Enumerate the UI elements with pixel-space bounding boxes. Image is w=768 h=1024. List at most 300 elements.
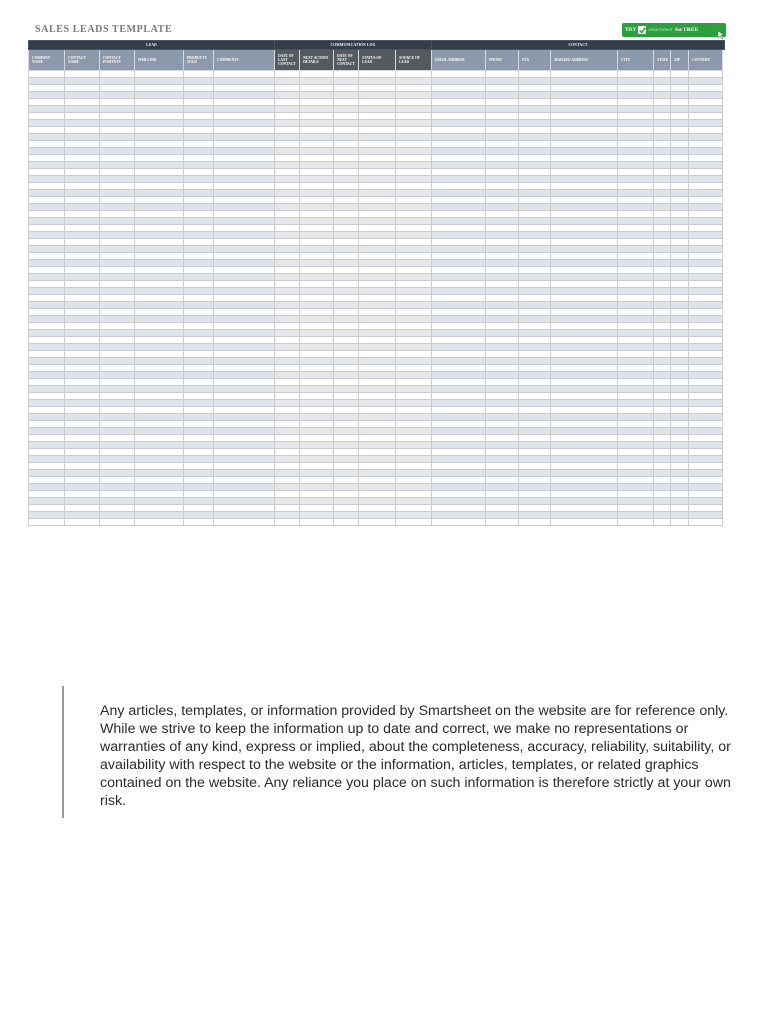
table-cell[interactable]	[334, 134, 359, 141]
table-cell[interactable]	[29, 505, 65, 512]
table-cell[interactable]	[300, 365, 334, 372]
table-cell[interactable]	[551, 477, 618, 484]
table-cell[interactable]	[671, 218, 689, 225]
table-cell[interactable]	[396, 302, 432, 309]
table-cell[interactable]	[689, 463, 723, 470]
table-cell[interactable]	[300, 246, 334, 253]
table-cell[interactable]	[689, 449, 723, 456]
table-cell[interactable]	[359, 190, 396, 197]
table-cell[interactable]	[184, 484, 214, 491]
table-cell[interactable]	[214, 127, 275, 134]
table-cell[interactable]	[65, 113, 100, 120]
table-cell[interactable]	[300, 120, 334, 127]
table-cell[interactable]	[29, 225, 65, 232]
table-cell[interactable]	[654, 176, 671, 183]
table-cell[interactable]	[396, 477, 432, 484]
table-cell[interactable]	[654, 190, 671, 197]
table-cell[interactable]	[432, 127, 486, 134]
table-cell[interactable]	[214, 211, 275, 218]
table-cell[interactable]	[65, 260, 100, 267]
table-cell[interactable]	[654, 274, 671, 281]
table-cell[interactable]	[214, 470, 275, 477]
table-cell[interactable]	[689, 225, 723, 232]
table-cell[interactable]	[334, 155, 359, 162]
table-cell[interactable]	[184, 358, 214, 365]
table-cell[interactable]	[486, 92, 519, 99]
table-cell[interactable]	[359, 253, 396, 260]
table-cell[interactable]	[432, 176, 486, 183]
table-cell[interactable]	[671, 456, 689, 463]
table-cell[interactable]	[551, 141, 618, 148]
table-cell[interactable]	[432, 246, 486, 253]
table-cell[interactable]	[519, 379, 551, 386]
table-cell[interactable]	[214, 358, 275, 365]
table-cell[interactable]	[486, 316, 519, 323]
table-cell[interactable]	[100, 141, 135, 148]
table-cell[interactable]	[432, 477, 486, 484]
table-cell[interactable]	[689, 519, 723, 526]
table-cell[interactable]	[334, 211, 359, 218]
table-cell[interactable]	[65, 204, 100, 211]
table-cell[interactable]	[486, 253, 519, 260]
table-cell[interactable]	[359, 386, 396, 393]
table-cell[interactable]	[654, 449, 671, 456]
table-cell[interactable]	[135, 323, 184, 330]
table-cell[interactable]	[29, 288, 65, 295]
table-cell[interactable]	[135, 470, 184, 477]
table-cell[interactable]	[654, 232, 671, 239]
table-cell[interactable]	[654, 463, 671, 470]
table-cell[interactable]	[359, 134, 396, 141]
table-cell[interactable]	[300, 463, 334, 470]
table-cell[interactable]	[689, 316, 723, 323]
table-cell[interactable]	[486, 127, 519, 134]
table-cell[interactable]	[486, 463, 519, 470]
table-cell[interactable]	[359, 183, 396, 190]
table-cell[interactable]	[618, 505, 654, 512]
table-cell[interactable]	[29, 190, 65, 197]
table-cell[interactable]	[519, 323, 551, 330]
table-cell[interactable]	[29, 113, 65, 120]
table-cell[interactable]	[184, 309, 214, 316]
table-cell[interactable]	[29, 78, 65, 85]
table-cell[interactable]	[396, 120, 432, 127]
table-cell[interactable]	[654, 470, 671, 477]
table-cell[interactable]	[486, 197, 519, 204]
table-cell[interactable]	[29, 484, 65, 491]
table-cell[interactable]	[184, 148, 214, 155]
table-cell[interactable]	[671, 281, 689, 288]
table-cell[interactable]	[689, 246, 723, 253]
table-cell[interactable]	[29, 351, 65, 358]
table-cell[interactable]	[519, 477, 551, 484]
table-cell[interactable]	[432, 330, 486, 337]
table-cell[interactable]	[519, 295, 551, 302]
table-cell[interactable]	[275, 92, 300, 99]
table-cell[interactable]	[618, 414, 654, 421]
table-cell[interactable]	[618, 169, 654, 176]
table-cell[interactable]	[300, 393, 334, 400]
table-cell[interactable]	[334, 372, 359, 379]
table-cell[interactable]	[654, 155, 671, 162]
table-cell[interactable]	[300, 267, 334, 274]
table-cell[interactable]	[396, 99, 432, 106]
table-cell[interactable]	[275, 491, 300, 498]
table-cell[interactable]	[300, 225, 334, 232]
table-cell[interactable]	[689, 260, 723, 267]
table-cell[interactable]	[359, 148, 396, 155]
table-cell[interactable]	[396, 449, 432, 456]
table-cell[interactable]	[29, 99, 65, 106]
table-cell[interactable]	[65, 421, 100, 428]
table-cell[interactable]	[135, 127, 184, 134]
table-cell[interactable]	[396, 400, 432, 407]
table-cell[interactable]	[671, 162, 689, 169]
table-cell[interactable]	[135, 281, 184, 288]
table-cell[interactable]	[618, 204, 654, 211]
table-cell[interactable]	[100, 512, 135, 519]
table-cell[interactable]	[214, 225, 275, 232]
table-cell[interactable]	[432, 358, 486, 365]
table-cell[interactable]	[300, 456, 334, 463]
table-cell[interactable]	[519, 183, 551, 190]
table-cell[interactable]	[618, 155, 654, 162]
table-cell[interactable]	[396, 316, 432, 323]
table-cell[interactable]	[396, 337, 432, 344]
table-cell[interactable]	[184, 435, 214, 442]
table-cell[interactable]	[551, 281, 618, 288]
table-cell[interactable]	[618, 267, 654, 274]
table-cell[interactable]	[432, 407, 486, 414]
table-cell[interactable]	[300, 309, 334, 316]
table-cell[interactable]	[359, 442, 396, 449]
table-cell[interactable]	[184, 428, 214, 435]
table-cell[interactable]	[135, 330, 184, 337]
table-cell[interactable]	[519, 281, 551, 288]
table-cell[interactable]	[184, 78, 214, 85]
table-cell[interactable]	[432, 421, 486, 428]
table-cell[interactable]	[551, 197, 618, 204]
table-cell[interactable]	[214, 386, 275, 393]
table-cell[interactable]	[214, 288, 275, 295]
table-cell[interactable]	[300, 379, 334, 386]
table-cell[interactable]	[359, 204, 396, 211]
table-cell[interactable]	[654, 358, 671, 365]
table-cell[interactable]	[300, 358, 334, 365]
table-cell[interactable]	[29, 239, 65, 246]
table-cell[interactable]	[396, 295, 432, 302]
table-cell[interactable]	[486, 484, 519, 491]
table-cell[interactable]	[671, 470, 689, 477]
table-cell[interactable]	[359, 106, 396, 113]
table-cell[interactable]	[396, 435, 432, 442]
table-cell[interactable]	[100, 169, 135, 176]
table-cell[interactable]	[654, 400, 671, 407]
table-cell[interactable]	[65, 232, 100, 239]
table-cell[interactable]	[359, 344, 396, 351]
table-cell[interactable]	[214, 253, 275, 260]
table-cell[interactable]	[618, 519, 654, 526]
table-cell[interactable]	[300, 288, 334, 295]
table-cell[interactable]	[359, 260, 396, 267]
table-cell[interactable]	[689, 127, 723, 134]
table-cell[interactable]	[135, 120, 184, 127]
table-cell[interactable]	[135, 162, 184, 169]
table-cell[interactable]	[184, 463, 214, 470]
table-cell[interactable]	[654, 288, 671, 295]
table-cell[interactable]	[551, 386, 618, 393]
table-cell[interactable]	[65, 162, 100, 169]
table-cell[interactable]	[396, 484, 432, 491]
table-cell[interactable]	[519, 141, 551, 148]
table-cell[interactable]	[214, 232, 275, 239]
table-cell[interactable]	[551, 78, 618, 85]
table-cell[interactable]	[100, 218, 135, 225]
table-cell[interactable]	[214, 190, 275, 197]
table-cell[interactable]	[359, 155, 396, 162]
table-cell[interactable]	[65, 470, 100, 477]
table-cell[interactable]	[689, 141, 723, 148]
table-cell[interactable]	[654, 330, 671, 337]
table-cell[interactable]	[654, 267, 671, 274]
table-cell[interactable]	[654, 428, 671, 435]
table-cell[interactable]	[214, 78, 275, 85]
table-cell[interactable]	[275, 274, 300, 281]
table-cell[interactable]	[100, 344, 135, 351]
table-cell[interactable]	[214, 351, 275, 358]
table-cell[interactable]	[65, 71, 100, 78]
table-cell[interactable]	[29, 323, 65, 330]
table-cell[interactable]	[432, 463, 486, 470]
table-cell[interactable]	[100, 358, 135, 365]
table-cell[interactable]	[618, 134, 654, 141]
table-cell[interactable]	[486, 281, 519, 288]
table-cell[interactable]	[689, 106, 723, 113]
table-cell[interactable]	[184, 281, 214, 288]
table-cell[interactable]	[486, 288, 519, 295]
table-cell[interactable]	[135, 253, 184, 260]
table-cell[interactable]	[334, 197, 359, 204]
table-cell[interactable]	[519, 162, 551, 169]
table-cell[interactable]	[359, 127, 396, 134]
table-cell[interactable]	[671, 232, 689, 239]
table-cell[interactable]	[214, 295, 275, 302]
table-cell[interactable]	[519, 393, 551, 400]
table-cell[interactable]	[184, 498, 214, 505]
table-cell[interactable]	[334, 162, 359, 169]
table-cell[interactable]	[396, 498, 432, 505]
table-cell[interactable]	[65, 120, 100, 127]
table-cell[interactable]	[100, 225, 135, 232]
table-cell[interactable]	[184, 512, 214, 519]
table-cell[interactable]	[618, 295, 654, 302]
table-cell[interactable]	[486, 260, 519, 267]
table-cell[interactable]	[100, 232, 135, 239]
table-cell[interactable]	[671, 505, 689, 512]
table-cell[interactable]	[275, 484, 300, 491]
table-cell[interactable]	[689, 358, 723, 365]
table-cell[interactable]	[359, 470, 396, 477]
table-cell[interactable]	[29, 169, 65, 176]
table-cell[interactable]	[654, 456, 671, 463]
table-cell[interactable]	[334, 477, 359, 484]
table-cell[interactable]	[618, 463, 654, 470]
table-cell[interactable]	[486, 393, 519, 400]
table-cell[interactable]	[654, 71, 671, 78]
table-cell[interactable]	[618, 281, 654, 288]
table-cell[interactable]	[29, 281, 65, 288]
table-cell[interactable]	[214, 421, 275, 428]
table-cell[interactable]	[486, 267, 519, 274]
table-cell[interactable]	[486, 162, 519, 169]
table-cell[interactable]	[135, 134, 184, 141]
table-cell[interactable]	[396, 288, 432, 295]
table-cell[interactable]	[214, 141, 275, 148]
table-cell[interactable]	[65, 176, 100, 183]
table-cell[interactable]	[432, 288, 486, 295]
table-cell[interactable]	[300, 218, 334, 225]
table-cell[interactable]	[300, 337, 334, 344]
table-cell[interactable]	[135, 190, 184, 197]
table-cell[interactable]	[671, 358, 689, 365]
table-cell[interactable]	[100, 162, 135, 169]
table-cell[interactable]	[275, 407, 300, 414]
table-cell[interactable]	[184, 162, 214, 169]
table-cell[interactable]	[29, 253, 65, 260]
table-cell[interactable]	[671, 141, 689, 148]
table-cell[interactable]	[519, 253, 551, 260]
table-cell[interactable]	[184, 449, 214, 456]
table-cell[interactable]	[65, 218, 100, 225]
table-cell[interactable]	[689, 498, 723, 505]
table-cell[interactable]	[654, 323, 671, 330]
table-cell[interactable]	[100, 351, 135, 358]
table-cell[interactable]	[214, 491, 275, 498]
table-cell[interactable]	[671, 519, 689, 526]
table-cell[interactable]	[486, 428, 519, 435]
table-cell[interactable]	[551, 260, 618, 267]
table-cell[interactable]	[432, 309, 486, 316]
table-cell[interactable]	[214, 260, 275, 267]
table-cell[interactable]	[184, 120, 214, 127]
table-cell[interactable]	[275, 78, 300, 85]
table-cell[interactable]	[300, 477, 334, 484]
table-cell[interactable]	[275, 512, 300, 519]
table-cell[interactable]	[654, 127, 671, 134]
table-cell[interactable]	[275, 239, 300, 246]
table-cell[interactable]	[671, 155, 689, 162]
table-cell[interactable]	[214, 246, 275, 253]
table-cell[interactable]	[689, 190, 723, 197]
table-cell[interactable]	[432, 505, 486, 512]
table-cell[interactable]	[300, 253, 334, 260]
table-cell[interactable]	[551, 190, 618, 197]
table-cell[interactable]	[65, 78, 100, 85]
table-cell[interactable]	[275, 106, 300, 113]
table-cell[interactable]	[671, 323, 689, 330]
table-cell[interactable]	[359, 99, 396, 106]
table-cell[interactable]	[618, 470, 654, 477]
table-cell[interactable]	[671, 414, 689, 421]
table-cell[interactable]	[135, 204, 184, 211]
table-cell[interactable]	[300, 491, 334, 498]
table-cell[interactable]	[214, 281, 275, 288]
table-cell[interactable]	[519, 337, 551, 344]
table-cell[interactable]	[432, 211, 486, 218]
table-cell[interactable]	[654, 519, 671, 526]
table-cell[interactable]	[65, 134, 100, 141]
table-cell[interactable]	[654, 505, 671, 512]
table-cell[interactable]	[654, 498, 671, 505]
table-cell[interactable]	[65, 519, 100, 526]
table-cell[interactable]	[334, 407, 359, 414]
table-cell[interactable]	[65, 106, 100, 113]
table-cell[interactable]	[65, 365, 100, 372]
table-cell[interactable]	[551, 113, 618, 120]
table-cell[interactable]	[654, 253, 671, 260]
table-cell[interactable]	[486, 498, 519, 505]
table-cell[interactable]	[359, 512, 396, 519]
table-cell[interactable]	[654, 442, 671, 449]
table-cell[interactable]	[65, 302, 100, 309]
table-cell[interactable]	[551, 183, 618, 190]
table-cell[interactable]	[334, 274, 359, 281]
table-cell[interactable]	[432, 323, 486, 330]
table-cell[interactable]	[100, 120, 135, 127]
table-cell[interactable]	[359, 309, 396, 316]
table-cell[interactable]	[551, 456, 618, 463]
table-cell[interactable]	[214, 505, 275, 512]
table-cell[interactable]	[214, 162, 275, 169]
table-cell[interactable]	[551, 337, 618, 344]
table-cell[interactable]	[519, 176, 551, 183]
table-cell[interactable]	[275, 281, 300, 288]
table-cell[interactable]	[519, 351, 551, 358]
table-cell[interactable]	[432, 393, 486, 400]
table-cell[interactable]	[29, 211, 65, 218]
table-cell[interactable]	[396, 134, 432, 141]
table-cell[interactable]	[689, 99, 723, 106]
table-cell[interactable]	[551, 211, 618, 218]
table-cell[interactable]	[359, 428, 396, 435]
table-cell[interactable]	[432, 400, 486, 407]
table-cell[interactable]	[671, 386, 689, 393]
table-cell[interactable]	[65, 267, 100, 274]
table-cell[interactable]	[300, 344, 334, 351]
table-cell[interactable]	[359, 141, 396, 148]
table-cell[interactable]	[135, 218, 184, 225]
table-cell[interactable]	[29, 463, 65, 470]
table-cell[interactable]	[214, 400, 275, 407]
table-cell[interactable]	[519, 386, 551, 393]
table-cell[interactable]	[65, 253, 100, 260]
table-cell[interactable]	[214, 176, 275, 183]
table-cell[interactable]	[275, 253, 300, 260]
table-cell[interactable]	[135, 512, 184, 519]
table-cell[interactable]	[486, 183, 519, 190]
table-cell[interactable]	[551, 393, 618, 400]
table-cell[interactable]	[551, 365, 618, 372]
table-cell[interactable]	[618, 344, 654, 351]
table-cell[interactable]	[334, 365, 359, 372]
table-cell[interactable]	[689, 155, 723, 162]
table-cell[interactable]	[689, 428, 723, 435]
table-cell[interactable]	[654, 372, 671, 379]
table-cell[interactable]	[654, 260, 671, 267]
table-cell[interactable]	[359, 162, 396, 169]
table-cell[interactable]	[396, 197, 432, 204]
table-cell[interactable]	[135, 169, 184, 176]
